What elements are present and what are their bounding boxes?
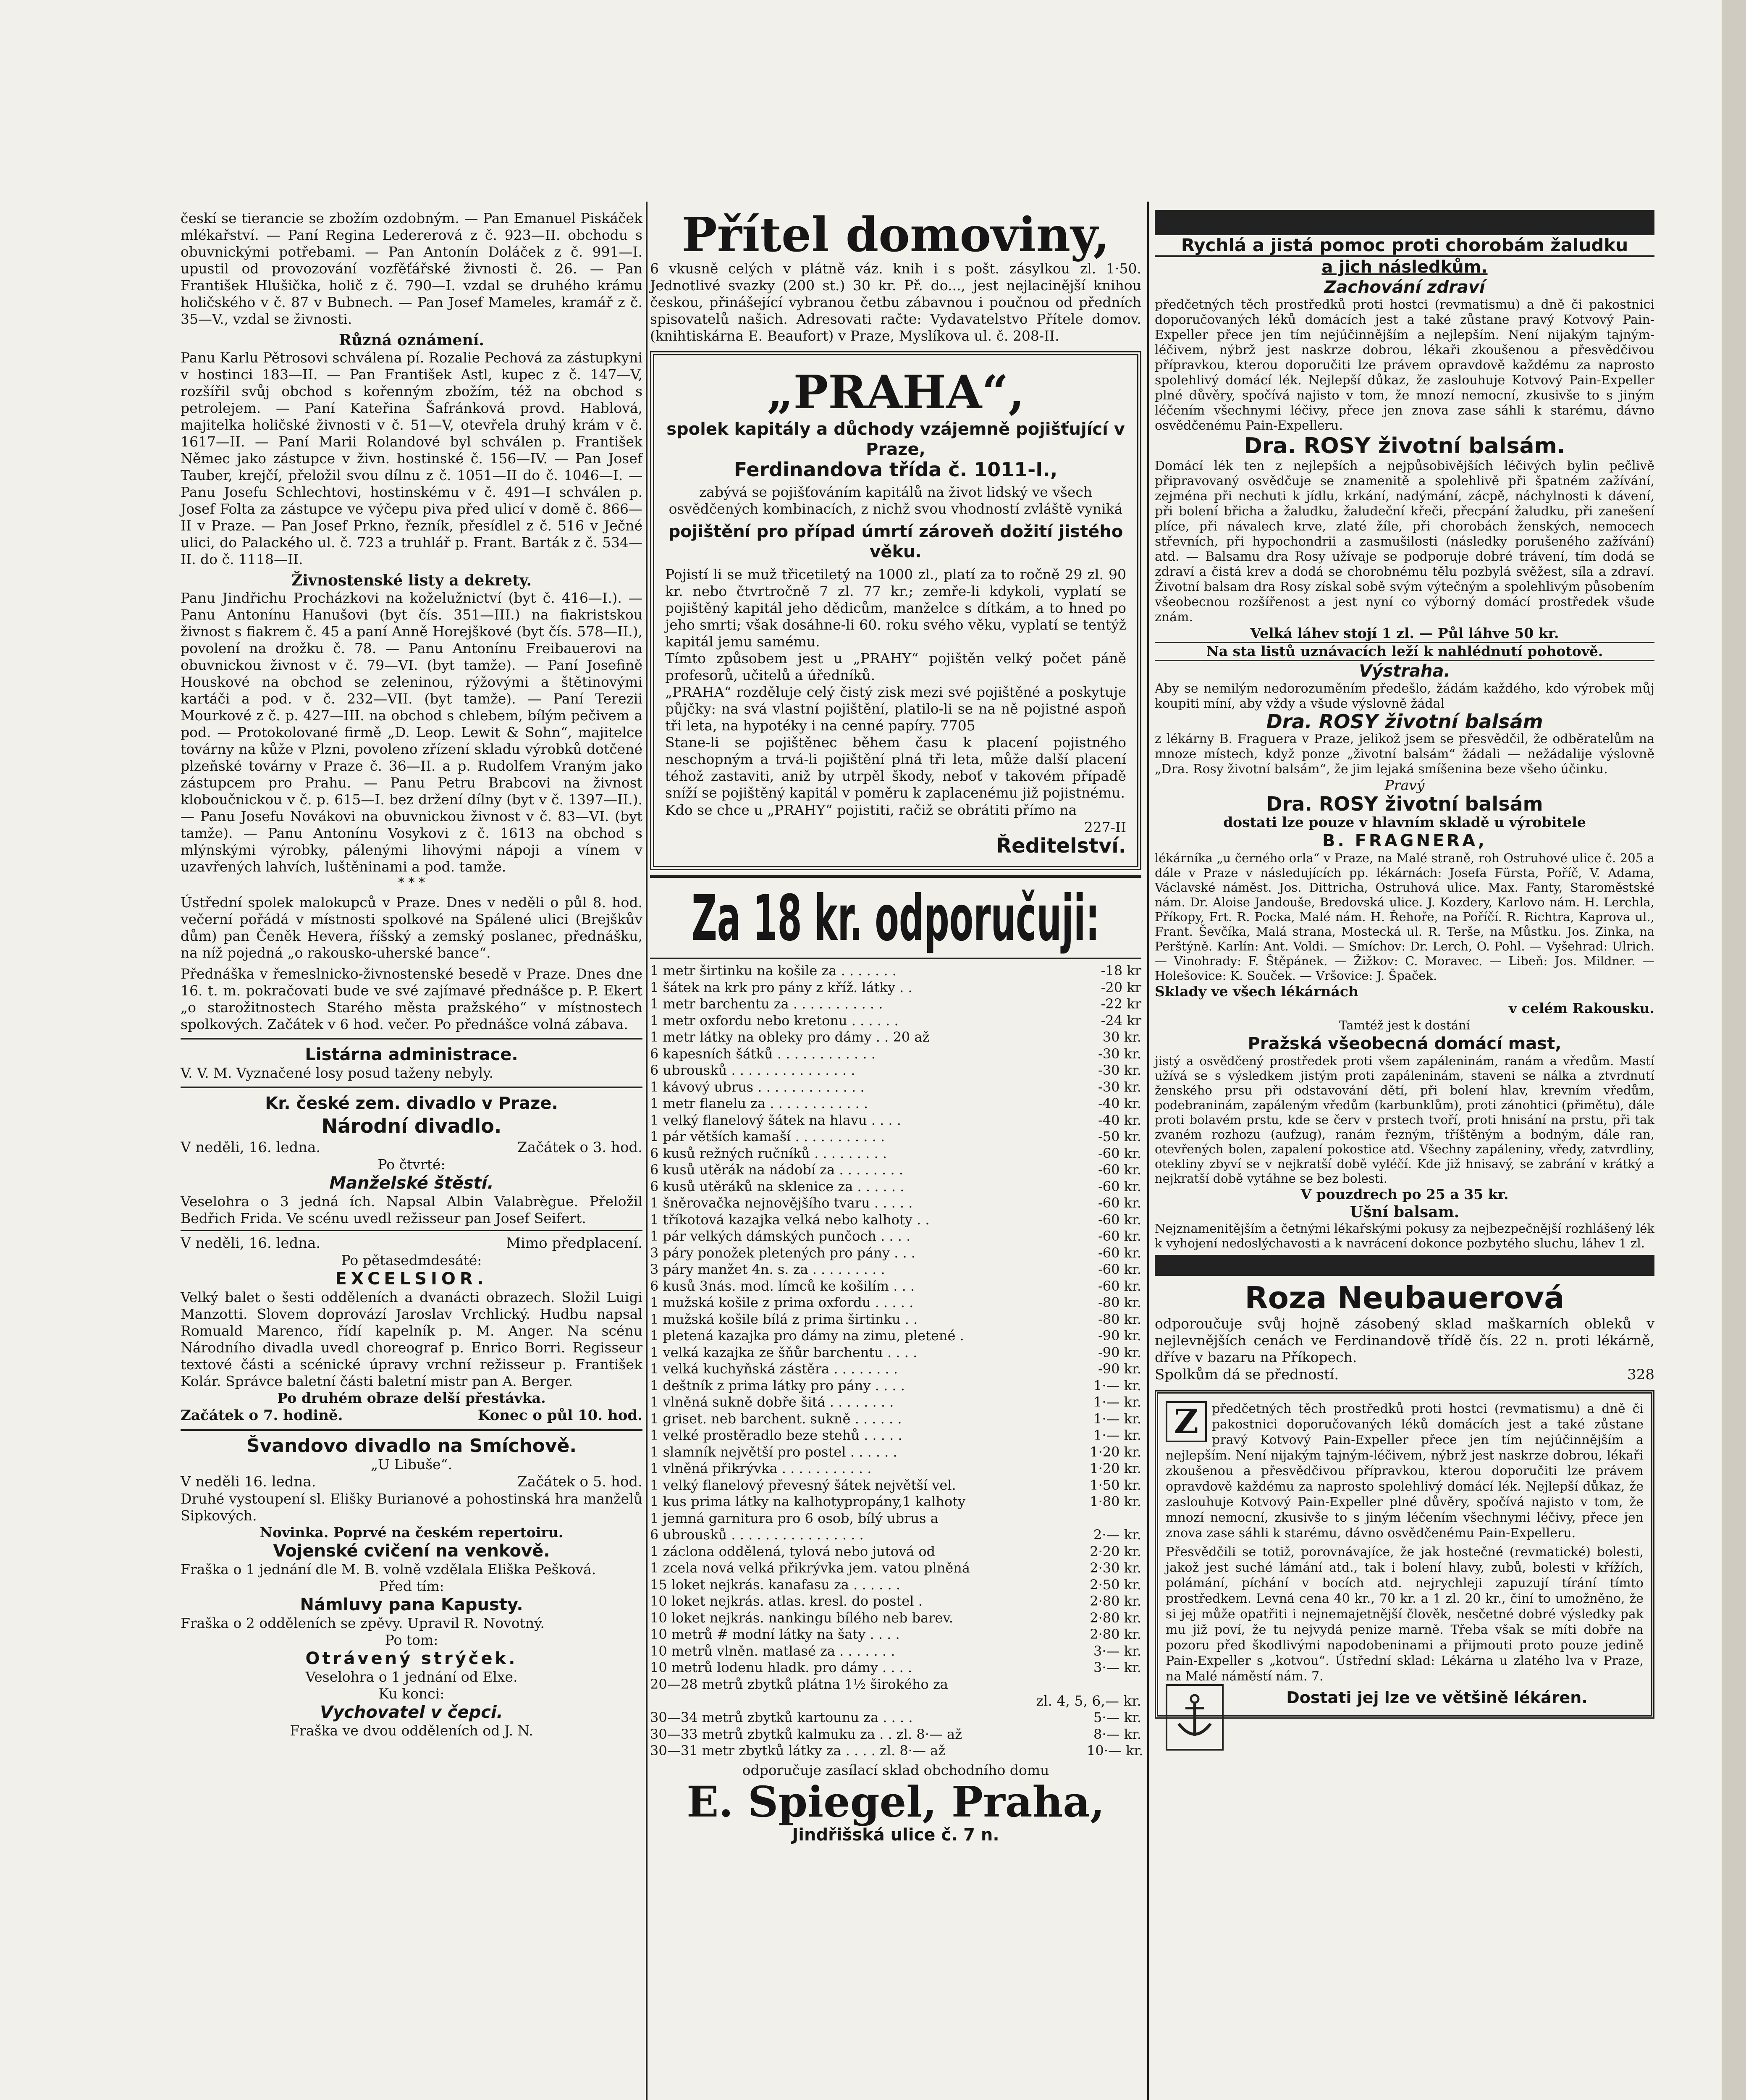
performance-date: V neděli, 16. ledna. (181, 1235, 321, 1252)
mast-title: Pražská všeobecná domácí mast, (1248, 1034, 1562, 1053)
price-row (650, 1444, 1141, 1461)
price-value: 1·— kr. (1093, 1394, 1141, 1410)
price-item: 30—33 metrů zbytků kalmuku za . . zl. 8·— až (650, 1726, 962, 1742)
price-item: 1 velký flanelový šátek na hlavu . . . . (650, 1112, 901, 1128)
ad-note: Na sta listů uznávacích leží k nahlédnutí pohotově. (1155, 642, 1654, 661)
price-row (650, 1311, 1141, 1328)
price-row (650, 1013, 1141, 1029)
price-row (650, 1726, 1141, 1743)
price-item: 6 kusů 3nás. mod. límců ke košilím . . . (650, 1278, 915, 1294)
price-item: 1 mužská košile z prima oxfordu . . . . . (650, 1294, 914, 1310)
price-row (650, 1378, 1141, 1394)
price-value: -90 kr. (1098, 1361, 1141, 1377)
ad-note: Tamtéž jest k dostání (1339, 1018, 1470, 1032)
price-value: 2·20 kr. (1090, 1543, 1141, 1559)
ad-text: dostati lze pouze v hlavním skladě u výrobitele (1223, 814, 1586, 830)
price-value: -30 kr. (1098, 1045, 1141, 1062)
price-value: -60 kr. (1098, 1228, 1141, 1244)
society-notice: Ústřední spolek malokupců v Praze. Dnes v neděli o půl 8. hod. večerní pořádá v místnosti spolkové na Spálené ulici (Brejškův dům) pan Čeněk Hevera, říšský a zemský poslanec, přednášku, na níž pojedná „o rakousko-uherské bance“. (181, 894, 642, 961)
price-value: -60 kr. (1098, 1211, 1141, 1228)
price-row (650, 1411, 1141, 1428)
ad-subheader: Zachování zdraví (1324, 278, 1485, 297)
price-value: 2·50 kr. (1090, 1576, 1141, 1593)
price-item: 1 mužská košile bílá z prima širtinku . . (650, 1311, 918, 1327)
price-item: 10 metrů vlněn. matlasé za . . . . . . . (650, 1643, 895, 1659)
price-item: 1 kus prima látky na kalhotypropány,1 kalhoty (650, 1494, 966, 1509)
novelty-note: Novinka. Poprvé na českém repertoiru. (260, 1524, 564, 1541)
listarna-text: V. V. M. Vyznačené losy posud taženy nebyly. (181, 1065, 493, 1081)
anchor-logo-icon (1166, 1684, 1224, 1751)
price-row (650, 1427, 1141, 1444)
theatre-name: Národní divadlo. (321, 1115, 502, 1137)
price-item: 10 metrů # modní látky na šaty . . . . (650, 1626, 900, 1642)
price-row (650, 1643, 1141, 1660)
price-row (650, 996, 1141, 1013)
price-list (650, 963, 1141, 1693)
price-row (650, 1029, 1141, 1046)
price-item: 1 pár velkých dámských punčoch . . . . (650, 1228, 911, 1244)
ad-subheader: Ušní balsam. (1350, 1203, 1460, 1221)
price-item: 1 metr flanelu za . . . . . . . . . . . . (650, 1095, 868, 1111)
play-title: EXCELSIOR. (335, 1269, 488, 1289)
price-row (650, 1195, 1141, 1212)
order-note: Před tím: (379, 1578, 444, 1594)
price-item: 6 kapesních šátků . . . . . . . . . . . . (650, 1045, 876, 1062)
price-headline: Za 18 kr. odporučuji: (692, 882, 1100, 955)
price-item: 1 jemná garnitura pro 6 osob, bílý ubrus a (650, 1510, 939, 1526)
decorative-banner (1155, 1255, 1654, 1276)
praha-title: „PRAHA“, (767, 365, 1025, 419)
price-item: 1 velký flanelový převesný šátek největší vel. (650, 1477, 956, 1493)
price-value: -90 kr. (1098, 1344, 1141, 1360)
price-item: 1 šátek na krk pro pány z kříž. látky . . (650, 979, 912, 995)
ad-text: Aby se nemilým nedorozuměním předešlo, žádám každého, kdo výrobek můj koupiti míní, aby vždy a všude výslovně žádal (1155, 681, 1654, 711)
price-item: 30—31 metr zbytků látky za . . . . zl. 8·— až (650, 1743, 946, 1759)
price-row (650, 1610, 1141, 1627)
ad-note: odporučuje zasílací sklad obchodního domu (742, 1761, 1049, 1778)
column-divider (646, 202, 648, 2100)
price-row (650, 1228, 1141, 1245)
price-note: V pouzdrech po 25 a 35 kr. (1300, 1186, 1509, 1202)
announcements: Panu Karlu Pětrosovi schválena pí. Rozalie Pechová za zástupkyni v hostinci 183—II. — Pan František Astl, kupec z č. 147—V, rozšířil svůj obchod s kořenným zbožím, též na obchod s petrolejem. — Paní Kateřina Šafránková provd. Hablová, majitelka holičské živnosti v č. 51—V, otevřela druhý krám v č. 1617—II. — Paní Marii Rolandové byl schválen p. František Němec jako zástupce v živn. hostinské č. 156—IV. — Pan Josef Tauber, krejčí, přeložil svou dílnu z č. 1051—II do č. 1046—I. — Panu Josefu Schlechtovi, hostinskému v č. 491—I schválen p. Josef Folta za zástupce ve výčepu piva před ulicí v domě č. 866—II v Praze. — Pan Josef Prkno, řezník, přesídlel z č. 516 v Ječné ulici, do Palackého ul. č. 723 a truhlář p. Frant. Barták z č. 534—II. do č. 1118—II. (181, 349, 642, 567)
play-desc: Veselohra o 3 jedná ích. Napsal Albin Valabrègue. Přeložil Bedřich Frida. Ve scénu uvedl režisseur pan Josef Seifert. (181, 1193, 642, 1226)
price-row (650, 1361, 1141, 1378)
price-value: 1·— kr. (1093, 1377, 1141, 1394)
ad-note: Spolkům dá se předností. (1155, 1366, 1339, 1383)
praha-text: Tímto způsobem jest u „PRAHY“ pojištěn velký počet páně profesorů, učitelů a úředníků. (665, 650, 1126, 683)
rosy-title: Dra. ROSY životní balsám (1266, 793, 1543, 815)
praha-signature: Ředitelství. (996, 834, 1126, 858)
price-item: 3 páry manžet 4n. s. za . . . . . . . . . (650, 1261, 885, 1277)
price-item: 1 záclona oddělená, tylová nebo jutová od (650, 1543, 936, 1559)
price-row (650, 1162, 1141, 1179)
price-row (650, 1145, 1141, 1162)
spiegel-title: E. Spiegel, Praha, (687, 1777, 1105, 1827)
price-item: 3 páry ponožek pletených pro pány . . . (650, 1244, 915, 1261)
ad-note: Pravý (1384, 777, 1425, 793)
price-value: -60 kr. (1098, 1145, 1141, 1161)
price-row (650, 1477, 1141, 1494)
column-left: českí se tierancie se zbožím ozdobným. — Pan Emanuel Piskáček mlékařství. — Paní Regina Ledererová z č. 923—II. obchodu s obuvnickými potřebami. — Pan Antonín Doláček z č. 991—I. upustil od provozování vozfěťářské živnosti č. 26. — Pan František Hlušička, holič z č. 790—I. vzdal se druhého krámu holičského v č. 87 v Bubnech. — Pan Josef Mameles, kramář z č. 35—V., vzdal se živnosti. Různá oznámení. Panu Karlu Pětrosovi schválena pí. Rozalie Pechová za zástupkyni v hostinci 183—II. — Pan František Astl, kupec z č. 147—V, rozšířil svůj obchod s kořenným zbožím, též na obchod s petrolejem. — Paní Kateřina Šafránková provd. Hablová, majitelka holičské živnosti v č. 51—V, otevřela druhý krám v č. 1617—II. — Paní Marii Rolandové byl schválen p. František Němec jako zástupce v živn. hostinské č. 156—IV. — Pan Josef Tauber, krejčí, přeložil svou dílnu z č. 1051—II do č. 1046—I. — Panu Josefu Schlechtovi, hostinskému v č. 491—I schválen p. Josef Folta za zástupce ve výčepu piva před ulicí v domě č. 866—II v Praze. — Pan Josef Prkno, řezník, přesídlel z č. 516 v Ječné ulici, do Palackého ul. č. 723 a truhlář p. Frant. Barták z č. 534—II. do č. 1118—II. Živnostenské listy a dekrety. Panu Jindřichu Procházkovi na koželužnictví (byt č. 416—I.). — Panu Antonínu Hanušovi (byt čís. 351—III.) na fiakristskou živnost s fiakrem č. 45 a paní Anně Horejškové (byt čís. 578—II.), povolení na drožku č. 78. — Panu Antonínu Freibauerovi na obuvnickou živnost v č. 79—VI. (byt tamže). — Paní Josefině Houskové na obchod se zeleninou, rýžovými a štětinovými kartáči a pod. v č. 232—VII. (byt tamže). — Paní Terezii Mourkové z č. p. 427—III. na obchod s chlebem, bílým pečivem a pod. — Protokolované firmě „D. Leop. Lewit & Sohn“, majitelce továrny na kůže v Plzni, povoleno zřízení skladu výrobků dotčené plzeňské továrny v Praze č. 36—II. a p. Rudolfem Vraným jako zástupcem pro Prahu. — Panu Petru Brabcovi na živnost kloboučnickou v č. p. 615—I. bez držení dílny (byt v č. 1397—II.). — Panu Josefu Novákovi na obuvnickou živnost v č. 83—VI. (byt tamže). — Panu Antonínu Vosykovi z č. 1613 na obchod s mlýnskými výrobky, pálenými lihovými nápoji a vínem v uzavřených lahvích, luštěninami a pod. tamže. * * * Ústřední spolek malokupců v Praze. Dnes v neděli o půl 8. hod. večerní pořádá v místnosti spolkové na Spálené ulici (Brejškův dům) pan Čeněk Hevera, říšský a zemský poslanec, přednášku, na níž pojedná „o rakousko-uherské bance“. Přednáška v řemeslnicko-živnostenské besedě v Praze. Dnes dne 16. t. m. pokračovati bude ve své zajímavé přednášce p. P. Ekert „o starožitnostech Starého města pražského“ v místnostech spolkových. Začátek v 6 hod. večer. Po přednášce volná zábava. Listárna administrace. V. V. M. Vyznačené losy posud taženy nebyly. Kr. české zem. divadlo v Praze. Národní divadlo. V neděli, 16. ledna. Začátek o 3. hod. Po čtvrté: Manželské štěstí. Veselohra o 3 jedná ích. Napsal Albin Valabrègue. Přeložil Bedřich Frida. Ve scénu uvedl režisseur pan Josef Seifert. V neděli, 16. ledna. Mimo předplacení. Po pětasedmdesáté: EXCELSIOR. Velký balet o šesti odděleních a dvanácti obrazech. Složil Luigi Manzotti. Slovem doprovází Jaroslav Vrchlický. Hudbu napsal Romuald Marenco, řídí kapelník p. M. Anger. Na scénu Národního divadla uvedl choreograf p. Enrico Borri. Regisseur textové části a scénické úpravy vrchní režisseur p. František Kolár. Správce baletní části baletní mistr pan A. Berger. Po druhém obraze delší přestávka. Začátek o 7. hodině. Konec o půl 10. hod. Švandovo divadlo na Smíchově. „U Libuše“. V neděli 16. ledna. Začátek o 5. hod. Druhé vystoupení sl. Elišky Burianové a pohostinská hra manželů Sipkových. Novinka. Poprvé na českém repertoiru. Vojenské cvičení na venkově. Fraška o 1 jednání dle M. B. volně vzdělala Eliška Pešková. Před tím: Námluvy pana Kapusty. Fraška o 2 odděleních se zpěvy. Upravil R. Novotný. Po tom: Otrávený strýček. Veselohra o 1 jednání od Elxe. Ku konci: Vychovatel v čepci. Fraška ve dvou odděleních od J. N. (181, 210, 642, 1739)
ad-header: a jich následkům. (1321, 257, 1488, 277)
rosy-italic: Dra. ROSY životní balsám (1266, 710, 1543, 733)
price-value: -60 kr. (1098, 1244, 1141, 1261)
praha-highlight: pojištění pro případ úmrtí zároveň dožití jistého věku. (668, 522, 1123, 562)
price-value: 2·80 kr. (1090, 1609, 1141, 1626)
price-item: 1 deštník z prima látky pro pány . . . . (650, 1377, 905, 1394)
guest-note: Druhé vystoupení sl. Elišky Burianové a pohostinská hra manželů Sipkových. (181, 1491, 642, 1524)
price-row (650, 1129, 1141, 1145)
subscription-note: Mimo předplacení. (506, 1235, 642, 1252)
price-value: -60 kr. (1098, 1178, 1141, 1194)
praha-text: zabývá se pojišťováním kapitálů na život lidský ve všech osvědčených kombinacích, z nichž svou vhodností zvláště vyniká (669, 484, 1123, 517)
price-value: -80 kr. (1098, 1294, 1141, 1310)
price-item: 1 velká kazajka ze šňůr barchentu . . . . (650, 1344, 918, 1360)
price-item: 1 vlněná přikrývka . . . . . . . . . . . (650, 1460, 872, 1476)
praha-number: 227-II (1084, 819, 1126, 835)
price-row (650, 1544, 1141, 1560)
theatre-name: Švandovo divadlo na Smíchově. (246, 1435, 577, 1457)
play-title: Námluvy pana Kapusty. (300, 1595, 523, 1614)
drop-cap: Z (1166, 1401, 1207, 1442)
price-value (1087, 1510, 1141, 1527)
listarna-title: Listárna administrace. (305, 1045, 518, 1064)
play-desc: Fraška o 1 jednání dle M. B. volně vzdělala Eliška Pešková. (181, 1561, 596, 1578)
ad-note: v celém Rakousku. (1508, 1000, 1654, 1016)
price-row (650, 1494, 1141, 1510)
price-value: -40 kr. (1098, 1095, 1141, 1111)
price-value: -40 kr. (1098, 1112, 1141, 1128)
price-value: -30 kr. (1098, 1079, 1141, 1095)
price-row (650, 1527, 1141, 1544)
price-value: -24 kr (1101, 1012, 1141, 1029)
price-row (650, 1593, 1141, 1610)
praha-address: Ferdinandova třída č. 1011-I., (734, 458, 1058, 481)
ad-title: Přítel domoviny, (682, 207, 1110, 262)
price-value: 1·20 kr. (1090, 1444, 1141, 1460)
price-item: 1 velké prostěradlo beze stehů . . . . . (650, 1427, 902, 1443)
ad-text: Domácí lék ten z nejlepších a nejpůsobivějších léčivých bylin pečlivě připravovaný osvědčuje se znamenitě a spolehlivě při špatném zažívání, zejména při nechuti k jídlu, krkání, nadýmání, zácpě, náchylnosti k dávení, při bolení břicha a žaludku, žaludeční křeči, přecpání žaludku, při zanešení plíce, při návalech krve, zlaté žíle, při chorobách ženských, nemocech střevních, při hypochondrii a zasmušilosti (následky porušeného zažívání) atd. — Balsamu dra Rosy užívaje se podporuje dobré trávení, tím dodá se zdraví a čistá krev a dodá se chorobnému tělu pozbylá svěžest, síla a zdraví. Životní balsam dra Rosy získal sobě svým výtečným a spolehlivým působením všeobecnou rozšířenost a jest nyní co výborný domácí prostředek všude znám. (1155, 459, 1654, 625)
play-desc: Fraška ve dvou odděleních od J. N. (290, 1722, 533, 1739)
play-title: Otrávený strýček. (305, 1649, 518, 1668)
theatre-sub: „U Libuše“. (370, 1456, 453, 1473)
start-time: Začátek o 7. hodině. (181, 1407, 343, 1424)
play-title: Manželské štěstí. (329, 1173, 494, 1193)
performance-start: Začátek o 5. hod. (517, 1473, 642, 1490)
price-value: 10·— kr. (1087, 1743, 1143, 1759)
price-row (650, 1112, 1141, 1129)
ad-text: Nejznamenitějším a četnými lékařskými pokusy za nejbezpečnější rozhlášený lék k vyhojení nedoslýchavosti a k navrácení dokonce pozbytého sluchu, láhev 1 zl. (1155, 1221, 1654, 1250)
price-item: 15 loket nejkrás. kanafasu za . . . . . . (650, 1576, 901, 1593)
price-item: 1 pletená kazajka pro dámy na zimu, pletené . (650, 1328, 964, 1344)
price-item: 20—28 metrů zbytků plátna 1½ širokého za (650, 1676, 948, 1692)
price-item: 1 kávový ubrus . . . . . . . . . . . . . (650, 1079, 865, 1095)
price-item: 10 metrů lodenu hladk. pro dámy . . . . (650, 1659, 912, 1675)
price-row (650, 1328, 1141, 1344)
play-desc: Veselohra o 1 jednání od Elxe. (305, 1669, 518, 1685)
price-value: -50 kr. (1098, 1129, 1141, 1144)
price-row (650, 1046, 1141, 1063)
licenses: Panu Jindřichu Procházkovi na koželužnictví (byt č. 416—I.). — Panu Antonínu Hanušovi (byt čís. 351—III.) na fiakristskou živnost s fiakrem č. 45 a paní Anně Horejškové (byt čís. 578—II.), povolení na drožku č. 78. — Panu Antonínu Freibauerovi na obuvnickou živnost v č. 79—VI. (byt tamže). — Paní Josefině Houskové na obchod se zeleninou, rýžovými a štětinovými kartáči a pod. v č. 232—VII. (byt tamže). — Paní Terezii Mourkové z č. p. 427—III. na obchod s chlebem, bílým pečivem a pod. — Protokolované firmě „D. Leop. Lewit & Sohn“, majitelce továrny na kůže v Plzni, povoleno zřízení skladu výrobků dotčené plzeňské továrny v Praze č. 36—II. a p. Rudolfem Vraným jako zástupcem pro Prahu. — Panu Petru Brabcovi na živnost kloboučnickou v č. p. 615—I. bez držení dílny (byt v č. 1397—II.). — Panu Josefu Novákovi na obuvnickou živnost v č. 83—VI. (byt tamže). — Panu Antonínu Vosykovi z č. 1613 na obchod s mlýnskými výrobky, pálenými lihovými nápoji a vínem v uzavřených lahvích, luštěninami a pod. tamže. (181, 590, 642, 875)
price-value: -60 kr. (1098, 1261, 1141, 1277)
ad-note: Sklady ve všech lékárnách (1155, 983, 1358, 1000)
play-desc: Fraška o 2 odděleních se zpěvy. Upravil R. Novotný. (181, 1615, 545, 1631)
price-item: 1 tříkotová kazajka velká nebo kalhoty . . (650, 1211, 930, 1228)
price-row (650, 1212, 1141, 1228)
price-value: 1·— kr. (1093, 1410, 1141, 1427)
price-row (650, 979, 1141, 996)
price-row (650, 1709, 1141, 1726)
price-value: -90 kr. (1098, 1328, 1141, 1344)
price-row (650, 1394, 1141, 1411)
praha-subtitle: spolek kapitály a důchody vzájemně pojišťující v Praze, (666, 420, 1125, 459)
price-row (650, 963, 1141, 979)
spiegel-address: Jindřišská ulice č. 7 n. (792, 1825, 999, 1845)
price-tail: zl. 4, 5, 6,— kr. (1036, 1693, 1141, 1709)
price-value: -60 kr. (1098, 1278, 1141, 1294)
price-value: 1·50 kr. (1090, 1477, 1141, 1493)
price-value: -20 kr (1101, 979, 1141, 995)
price-item: 1 metr širtinku na košile za . . . . . . . (650, 963, 897, 979)
price-row (650, 1344, 1141, 1361)
performance-date: V neděli, 16. ledna. (181, 1139, 321, 1156)
price-item: 6 kusů režných ručníků . . . . . . . . . (650, 1145, 887, 1161)
price-item: 1 zcela nová velká přikrývka jem. vatou plněná (650, 1560, 970, 1576)
pain-expeller-ad (1155, 1390, 1654, 1719)
price-value: 8·— kr. (1093, 1726, 1141, 1742)
price-value: 30 kr. (1102, 1029, 1141, 1045)
price-item: 6 kusů utěráků na sklenice za . . . . . . (650, 1178, 904, 1194)
decorative-banner (1155, 210, 1654, 235)
price-value: 5·— kr. (1093, 1709, 1141, 1725)
price-value: -80 kr. (1098, 1311, 1141, 1327)
ad-text: předčetných těch prostředků proti hostci (revmatismu) a dně či pakostnici doporučovaných léků domácích jest a také zůstane pravý Kotvový Pain-Expeller přece jen tím nejúčinnějším a nejlepším. Není nijakým tajným-léčivem, nýbrž jest naskrze dobrou, lékaři zkoušenou a přesvědčivou přípravkou, kterou doporučiti lze právem opravdově každému za naprosto spolehlivý domácí lék. Nejlepší důkaz, že zaslouhuje Kotvový Pain-Expeller plné důvěry, spočívá najisto v tom, že mnozí nemocní, zkusivše to s jiným léčením všechnymi léčivy, přece jen znova zase sáhli k starému, dávno osvědčenému Pain-Expelleru. (1166, 1402, 1644, 1541)
end-time: Konec o půl 10. hod. (477, 1407, 642, 1424)
ad-text: Přesvědčili se totiž, porovnávajíce, že jak hostečné (revmatické) bolesti, jakož jest suché lámání atd., tak i bolení hlavy, zubů, bolesti v křížích, polámání, píchání v bocích atd. nejrychleji zapuzují tírání tímto prostředkem. Levná cena 40 kr., 70 kr. a 1 zl. 20 kr., činí to umožněno, že si jej může opatřiti i nejnemajetnější člověk, nesčetné dobré výsledky pak mu již poví, že tu nejvydá penize marně. Třeba však se míti dobře na pozoru před škodlivými napodobeninami a přijmouti proto pouze jedině Pain-Expeller s „kotvou“. Ústřední sklad: Lékárna u zlatého lva v Praze, na Malé náměstí nám. 7. (1166, 1545, 1644, 1684)
play-title: Vojenské cvičení na venkově. (273, 1541, 550, 1561)
page-edge (1722, 0, 1746, 2100)
price-item: 1 velká kuchyňská zástěra . . . . . . . . (650, 1361, 898, 1377)
price-value: 2·80 kr. (1090, 1626, 1141, 1642)
price-row (650, 1743, 1141, 1759)
price-value: -22 kr (1101, 996, 1141, 1012)
price-item: 1 vlněná sukně dobře šitá . . . . . . . . (650, 1394, 894, 1410)
price-item: 1 metr barchentu za . . . . . . . . . . . (650, 996, 883, 1012)
order-note: Po tom: (385, 1632, 438, 1648)
price-value: 2·30 kr. (1090, 1560, 1141, 1576)
order-note: Ku konci: (378, 1685, 445, 1702)
pharmacy-list: lékárníka „u černého orla“ v Praze, na Malé straně, roh Ostruhové ulice č. 205 a dále v Praze v následujících pp. lékárnách: Josefa Fürsta, Poříč, V. Adama, Václavské náměst. Jos. Dittricha, Ostruhová ulice. Max. Fanty, Staroměstské nám. Dr. Aloise Jandouše, Bredovská ulice. J. Kozdery, Karlovo nám. H. Lerchla, Příkopy, Frt. R. Pocka, Malé nám. H. Řehoře, na Poříčí. R. Richtra, Kaprova ul., Frant. Ševčíka, Malá strana, Mostecká ul. R. Terše, na Můstku. Jos. Zinka, na Perštýně. Karlín: Ant. Voldi. — Smíchov: Dr. Lerch, O. Pohl. — Vyšehrad: Ulrich. — Vinohrady: F. Štěpánek. — Žižkov: C. Moravec. — Libeň: Jos. Mildner. — Holešovice: K. Souček. — Vršovice: J. Špaček. (1155, 851, 1654, 983)
price-item: 1 šněrovačka nejnovějšího tvaru . . . . . (650, 1195, 913, 1211)
price-note: Velká láhev stojí 1 zl. — Půl láhve 50 kr. (1250, 625, 1559, 641)
theatre-org: Kr. české zem. divadlo v Praze. (265, 1094, 558, 1113)
price-row (650, 1179, 1141, 1195)
performance-count: Po pětasedmdesáté: (341, 1252, 482, 1268)
section-heading: Různá oznámení. (339, 331, 484, 349)
price-item: 1 griset. neb barchent. sukně . . . . . . (650, 1410, 902, 1427)
roza-title: Roza Neubauerová (1245, 1280, 1565, 1315)
price-row (650, 1626, 1141, 1643)
price-row (650, 1659, 1141, 1676)
price-row (650, 1560, 1141, 1577)
praha-text: Pojistí li se muž třicetiletý na 1000 zl., platí za to ročně 29 zl. 90 kr. nebo čtvrtročně 7 zl. 77 kr.; zemře-li kdykoli, vyplatí se pojištěný kapitál jeho dědicům, manželce s dítkám, a to hned po jeho smrti; však dosáhne-li 60. roku svého věku, vyplatí se tentýž kapitál jemu samému. (665, 566, 1126, 650)
price-value: 1·80 kr. (1090, 1494, 1141, 1509)
praha-text: Kdo se chce u „PRAHY“ pojistiti, račiž se obrátiti přímo na (665, 802, 1077, 818)
ad-text: 6 vkusně celých v plátně váz. knih i s pošt. zásylkou zl. 1·50. Jednotlivé svazky (200 st.) 30 kr. Př. do..., jest nejlacinější knihou českou, přinášející vybranou četbu zábavnou i poučnou od předních spisovatelů našich. Adresovati račte: Vydavatelstvo Přítele domov. (knihtiskárna E. Beaufort) v Praze, Myslíkova ul. č. 208-II. (650, 260, 1141, 344)
column-middle (650, 207, 1143, 1845)
price-value: 2·— kr. (1093, 1527, 1141, 1543)
fragner-name: B. FRAGNERA, (1322, 831, 1487, 850)
price-item: 10 loket nejkrás. nankingu bílého neb barev. (650, 1609, 953, 1626)
ad-number: 328 (1627, 1366, 1654, 1383)
price-row (650, 1676, 1141, 1693)
price-value: 1·20 kr. (1090, 1460, 1141, 1476)
price-list (650, 1709, 1141, 1759)
price-item: 1 metr oxfordu nebo kretonu . . . . . . (650, 1012, 899, 1029)
price-row (650, 1095, 1141, 1112)
price-item: 6 ubrousků . . . . . . . . . . . . . . . (650, 1062, 855, 1078)
price-value: -18 kr (1101, 963, 1141, 979)
column-divider (1147, 202, 1149, 2100)
price-row (650, 1577, 1141, 1593)
price-value: -30 kr. (1098, 1062, 1141, 1078)
lecture-notice: Přednáška v řemeslnicko-živnostenské besedě v Praze. Dnes dne 16. t. m. pokračovati bude ve své zajímavé přednášce p. P. Ekert „o starožitnostech Starého města pražského“ v místnostech spolkových. Začátek v 6 hod. večer. Po přednášce volná zábava. (181, 966, 642, 1032)
intermission-note: Po druhém obraze delší přestávka. (277, 1390, 546, 1406)
ad-header: Rychlá a jistá pomoc proti chorobám žaludku (1155, 235, 1654, 257)
price-value (1087, 1676, 1141, 1693)
price-row (650, 1510, 1141, 1527)
play-title: Vychovatel v čepci. (320, 1703, 503, 1722)
ad-text: z lékárny B. Fraguera v Praze, jelikož jsem se přesvědčil, že odběratelům na mnoze místech, když ponze „životní balsám“ žádali — nežádalije výslovně „Dra. Rosy životní balsám“, že jim lejaká smíšenina beze všeho účinku. (1155, 732, 1654, 777)
price-row (650, 1261, 1141, 1278)
ad-note: Dostati jej lze ve většině lékáren. (1286, 1688, 1588, 1707)
price-row (650, 1062, 1141, 1079)
section-heading: Živnostenské listy a dekrety. (291, 572, 532, 589)
price-row (650, 1079, 1141, 1096)
price-row (650, 1245, 1141, 1262)
price-item: 30—34 metrů zbytků kartounu za . . . . (650, 1709, 913, 1725)
price-value: -60 kr. (1098, 1195, 1141, 1211)
price-item: 1 pár větších kamaší . . . . . . . . . . . (650, 1129, 885, 1144)
price-row (650, 1278, 1141, 1295)
ad-text: předčetných těch prostředků proti hostci (revmatismu) a dně či pakostnici doporučovaných léků domácích jest a také zůstane pravý Kotvový Pain-Expeller přece jen tím nejúčinnějším a nejlepším. Není nijakým tajným-léčivem, nýbrž jest naskrze dobrou, lékaři zkoušenou a přesvědčivou přípravkou, kterou doporučiti lze právem opravdově každému za naprosto spolehlivý domácí lék. Nejlepší důkaz, že zaslouhuje Kotvový Pain-Expeller plné důvěry, spočívá najisto v tom, že mnozí nemocní, zkusivše to s jiným léčením všechnymi léčivy, přece jen znova zase sáhli k starému, dávno osvědčenému Pain-Expelleru. (1155, 297, 1654, 433)
price-value: 1·— kr. (1093, 1427, 1141, 1443)
warning-title: Výstraha. (1359, 662, 1450, 681)
price-item: 6 ubrousků . . . . . . . . . . . . . . . . (650, 1527, 864, 1543)
ad-text: odporoučuje svůj hojně zásobený sklad maškarních obleků v nejlevnějších cenách ve Ferdinandově třídě čís. 22 n. proti lékárně, dříve v bazaru na Příkopech. (1155, 1315, 1654, 1365)
rosy-title: Dra. ROSY životní balsám. (1244, 433, 1565, 459)
price-value: 2·80 kr. (1090, 1593, 1141, 1609)
performance-date: V neděli 16. ledna. (181, 1473, 316, 1490)
price-item: 1 metr látky na obleky pro dámy . . 20 až (650, 1029, 930, 1045)
price-value: -60 kr. (1098, 1162, 1141, 1178)
price-item: 1 slamník největší pro postel . . . . . . (650, 1444, 897, 1460)
price-row (650, 1294, 1141, 1311)
price-value: 3·— kr. (1093, 1659, 1141, 1675)
praha-ad (650, 351, 1141, 870)
price-item: 10 loket nejkrás. atlas. kresl. do postel . (650, 1593, 923, 1609)
praha-text: „PRAHA“ rozděluje celý čistý zisk mezi své pojištěné a poskytuje půjčky: na svá vlastní pojištění, platilo-li se na ně pojistné aspoň tři leta, na hypotéky i na cenné papíry. 7705 (665, 684, 1126, 734)
price-row (650, 1460, 1141, 1477)
price-value: 3·— kr. (1093, 1643, 1141, 1659)
column-right (1155, 210, 1654, 1753)
business-notices: českí se tierancie se zbožím ozdobným. — Pan Emanuel Piskáček mlékařství. — Paní Regina Ledererová z č. 923—II. obchodu s obuvnickými potřebami. — Pan Antonín Doláček z č. 991—I. upustil od provozování vozfěťářské živnosti č. 26. — Pan František Hlušička, holič z č. 790—I. vzdal se druhého krámu holičského v č. 87 v Bubnech. — Pan Josef Mameles, kramář z č. 35—V., vzdal se živnosti. (181, 210, 642, 327)
performance-start: Začátek o 3. hod. (517, 1139, 642, 1156)
price-item: 6 kusů utěrák na nádobí za . . . . . . . . (650, 1162, 903, 1178)
performance-count: Po čtvrté: (378, 1156, 446, 1173)
ad-text: jistý a osvědčený prostředek proti všem zapáleninám, ranám a vředům. Mastí užívá se s výsledkem jistým proti zapáleninám, staveni se nálka a ztvrdnutí ženského prsu při odstavování dětí, při bolení hlav, krevním vředům, podebraninám, zapáleným vředům (karbunklům), proti zánohtici (přimětu), dále proti bolavém prstu, kde se červ v prstech tvoří, proti hnisání na prstu, při tak zvaném rozhozu (aufzug), ranám řezným, tříštěným a bodným, dále ran, otevřených bolen, zapalení pokostice atd. Všechny zapáleniny, vředy, zatvrdliny, otekliny zbyví se v nejkratší době vyléčí. Kde již hnisavý, se zabrání v krátký a nejkratší době vytáhne se bez bolesti. (1155, 1054, 1654, 1186)
praha-text: Stane-li se pojištěnec během času k placení pojistného neschopným a trvá-li pojištění plná tři leta, může další placení téhož zastaviti, aniž by utrpěl škody, neboť v takovém případě sníží se pojištěný kapitál v poměru k zaplacenému již pojistnému. (665, 734, 1126, 801)
play-desc: Velký balet o šesti odděleních a dvanácti obrazech. Složil Luigi Manzotti. Slovem doprovází Jaroslav Vrchlický. Hudbu napsal Romuald Marenco, řídí kapelník p. M. Anger. Na scénu Národního divadla uvedl choreograf p. Enrico Borri. Regisseur textové části a scénické úpravy vrchní režisseur p. František Kolár. Správce baletní části baletní mistr pan A. Berger. (181, 1289, 642, 1389)
